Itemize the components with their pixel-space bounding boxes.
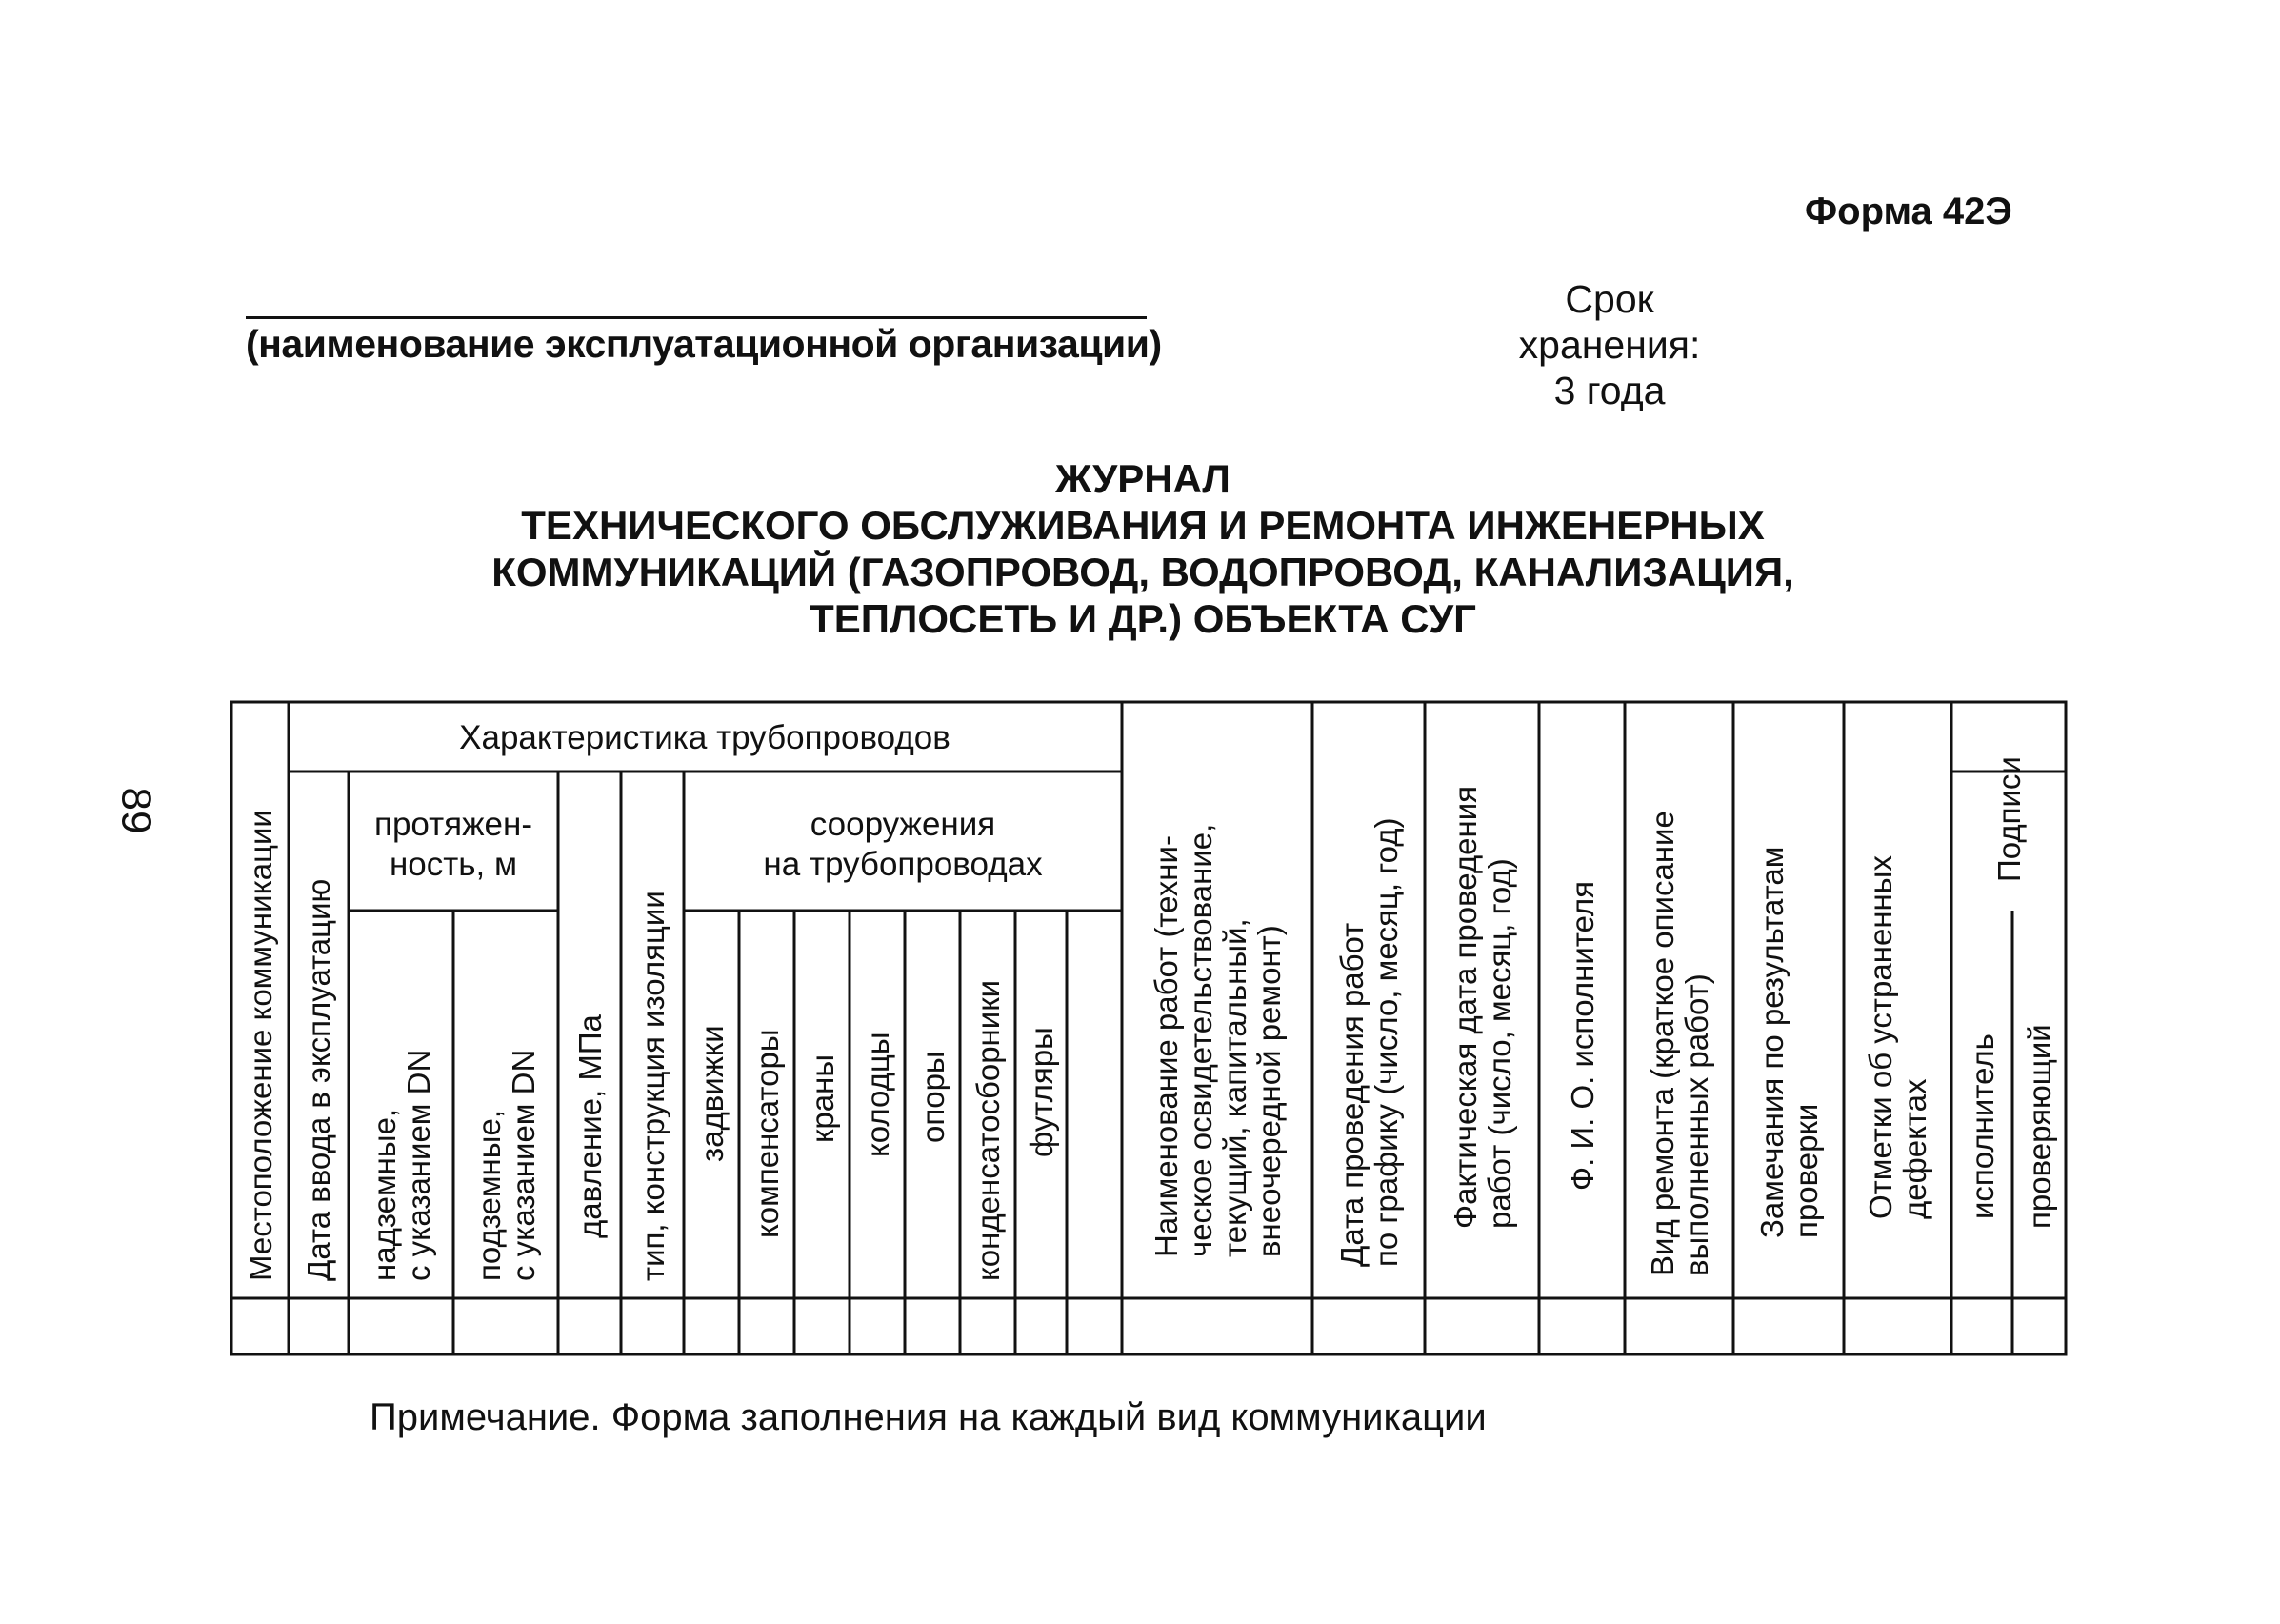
column-header-above-ground: с указанием DN — [401, 1049, 436, 1281]
storage-line: Срок — [1565, 277, 1654, 321]
column-header-executor-name: Ф. И. О. исполнителя — [1565, 881, 1600, 1191]
column-header-location: Местоположение коммуникации — [243, 810, 278, 1281]
title-line: ТЕПЛОСЕТЬ И ДР.) ОБЪЕКТА СУГ — [810, 596, 1476, 641]
group-signatures-header: Подписи — [1991, 756, 2027, 882]
column-header-repair-type: Вид ремонта (краткое описание — [1645, 811, 1680, 1276]
page-number: 89 — [112, 787, 160, 834]
column-header-work-name: ческое освидетельствование, — [1183, 823, 1218, 1257]
column-header-work-name: Наименование работ (техни- — [1149, 835, 1184, 1257]
column-header-inspection-remarks: проверки — [1789, 1103, 1824, 1238]
column-header-work-name: внеочередной ремонт) — [1251, 925, 1287, 1257]
column-header-defects-marks: дефектах — [1897, 1078, 1932, 1219]
column-header-compensators: компенсаторы — [750, 1029, 785, 1238]
storage-line: 3 года — [1553, 369, 1666, 412]
column-header-condensate-collectors: конденсатосборники — [970, 979, 1006, 1281]
group-structures-header-line: сооружения — [810, 806, 996, 843]
column-header-insulation: тип, конструкция изоляции — [635, 891, 670, 1281]
note: Примечание. Форма заполнения на каждый вид коммуникации — [370, 1396, 1487, 1438]
column-header-sign-inspector: проверяющий — [2022, 1024, 2057, 1229]
column-header-underground: подземные, — [471, 1109, 507, 1281]
organization-caption: (наименование эксплуатационной организации) — [246, 322, 1162, 366]
title-line: КОММУНИКАЦИЙ (ГАЗОПРОВОД, ВОДОПРОВОД, КАНАЛИЗАЦИЯ, — [491, 550, 1794, 594]
column-header-work-name: текущий, капитальный, — [1217, 918, 1252, 1257]
column-header-defects-marks: Отметки об устраненных — [1863, 855, 1898, 1219]
title-line: ТЕХНИЧЕСКОГО ОБСЛУЖИВАНИЯ И РЕМОНТА ИНЖЕНЕРНЫХ — [521, 503, 1765, 548]
column-header-inspection-remarks: Замечания по результатам — [1754, 846, 1790, 1238]
column-header-scheduled-date: по графику (число, месяц, год) — [1369, 817, 1404, 1267]
column-header-above-ground: надземные, — [367, 1108, 402, 1281]
column-header-casings: футляры — [1024, 1027, 1059, 1157]
group-length-header-line: ность, м — [389, 846, 518, 883]
column-header-commissioning-date: Дата ввода в эксплуатацию — [301, 878, 336, 1281]
column-header-scheduled-date: Дата проведения работ — [1334, 922, 1370, 1267]
column-header-underground: с указанием DN — [506, 1049, 541, 1281]
storage-line: хранения: — [1518, 323, 1701, 367]
title-line: ЖУРНАЛ — [1055, 456, 1230, 501]
column-header-actual-date: Фактическая дата проведения — [1448, 785, 1483, 1229]
column-header-taps: краны — [805, 1053, 840, 1143]
group-pipelines-header: Характеристика трубопроводов — [459, 719, 950, 756]
group-length-header-line: протяжен- — [374, 806, 532, 843]
column-header-actual-date: работ (число, месяц, год) — [1482, 858, 1517, 1229]
column-header-supports: опоры — [915, 1051, 950, 1143]
column-header-repair-type: выполненных работ) — [1679, 973, 1714, 1276]
column-header-wells: колодцы — [860, 1032, 895, 1157]
form-number: Форма 42Э — [1805, 190, 2012, 232]
group-structures-header-line: на трубопроводах — [763, 846, 1043, 883]
column-header-valves: задвижки — [694, 1025, 730, 1162]
column-header-sign-executor: исполнитель — [1965, 1033, 2000, 1219]
column-header-pressure: давление, МПа — [572, 1014, 608, 1238]
